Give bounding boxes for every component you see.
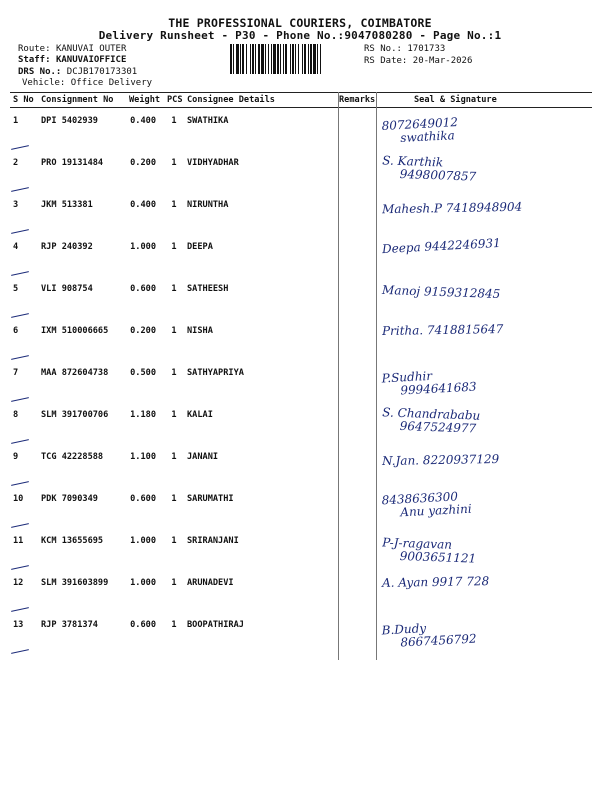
consignment-text: MAA 872604738 (41, 368, 109, 378)
pcs-cell (164, 150, 184, 192)
col-pcs-header: PCS (164, 93, 184, 108)
consignee-cell (184, 486, 336, 528)
handwritten-signature (382, 154, 477, 183)
remarks-cell (336, 192, 374, 234)
route-value: KANUVAI OUTER (55, 44, 127, 54)
sno-text: 11 (13, 536, 24, 546)
table-row (10, 402, 592, 444)
consignee-cell (184, 150, 336, 192)
weight-text: 1.000 (130, 578, 156, 588)
pcs-cell (164, 234, 184, 276)
handwritten-signature (382, 284, 501, 301)
consignee-text: SATHYAPRIYA (187, 368, 244, 378)
signature-cell (374, 486, 592, 528)
col-remarks-header: Remarks (336, 93, 374, 108)
rs-date-value: 20-Mar-2026 (412, 56, 473, 66)
pcs-cell (164, 108, 184, 151)
consignee-cell (184, 108, 336, 151)
consignment-text: IXM 510006665 (41, 326, 109, 336)
sno-text: 13 (13, 620, 24, 630)
weight-cell (126, 108, 164, 151)
signature-cell (374, 612, 592, 654)
rs-no-label: RS No.: (364, 44, 402, 54)
sno-text: 1 (13, 116, 19, 126)
pcs-text: 1 (171, 158, 177, 168)
sno-cell (10, 528, 38, 570)
consignment-cell (38, 402, 126, 444)
vehicle-label: Vehicle: (22, 78, 66, 88)
pcs-cell (164, 486, 184, 528)
consignee-text: SRIRANJANI (187, 536, 239, 546)
remarks-cell (336, 360, 374, 402)
col-weight-header: Weight (126, 93, 164, 108)
col-sno-header: S No (10, 93, 38, 108)
consignee-text: SARUMATHI (187, 494, 234, 504)
route-label: Route: (18, 44, 51, 54)
consignee-text: VIDHYADHAR (187, 158, 239, 168)
sno-cell (10, 108, 38, 151)
pcs-cell (164, 444, 184, 486)
weight-text: 0.200 (130, 326, 156, 336)
remarks-cell (336, 486, 374, 528)
signature-cell (374, 234, 592, 276)
signature-cell (374, 318, 592, 360)
staff-label: Staff: (18, 55, 51, 65)
pcs-text: 1 (171, 578, 177, 588)
consignee-text: SWATHIKA (187, 116, 229, 126)
weight-text: 1.000 (130, 242, 156, 252)
signature-line: S. Chandrababu (382, 405, 481, 423)
handwritten-signature (381, 620, 477, 651)
table-row (10, 360, 592, 402)
table-row (10, 486, 592, 528)
sno-cell (10, 234, 38, 276)
weight-cell (126, 276, 164, 318)
pcs-text: 1 (171, 242, 177, 252)
col-consignee-header: Consignee Details (184, 93, 336, 108)
weight-text: 0.400 (130, 116, 156, 126)
signature-cell (374, 192, 592, 234)
handwritten-signature (382, 237, 501, 256)
weight-cell (126, 444, 164, 486)
consignee-cell (184, 528, 336, 570)
sno-text: 3 (13, 200, 19, 210)
signature-line: Mahesh.P 7418948904 (381, 199, 523, 217)
sno-text: 6 (13, 326, 19, 336)
pcs-cell (164, 612, 184, 654)
sno-text: 4 (13, 242, 19, 252)
pcs-text: 1 (171, 410, 177, 420)
signature-cell (374, 108, 592, 151)
consignee-cell (184, 234, 336, 276)
consignee-cell (184, 570, 336, 612)
pcs-cell (164, 318, 184, 360)
signature-line: P.Sudhir (381, 368, 433, 386)
weight-text: 1.100 (130, 452, 156, 462)
remarks-divider-left (338, 92, 339, 660)
consignment-text: TCG 42228588 (41, 452, 104, 462)
weight-text: 0.600 (130, 284, 156, 294)
signature-line: swathika (399, 128, 456, 146)
remarks-cell (336, 402, 374, 444)
weight-cell (126, 570, 164, 612)
remarks-cell (336, 528, 374, 570)
handwritten-signature (382, 575, 489, 590)
consignee-cell (184, 318, 336, 360)
weight-cell (126, 234, 164, 276)
consignment-cell (38, 234, 126, 276)
handwritten-signature (382, 406, 481, 435)
pcs-text: 1 (171, 620, 177, 630)
weight-text: 1.180 (130, 410, 156, 420)
consignment-text: PRO 19131484 (41, 158, 104, 168)
signature-line: Deepa 9442246931 (381, 235, 502, 257)
consignment-cell (38, 150, 126, 192)
vehicle-value: Office Delivery (70, 78, 153, 88)
sno-cell (10, 402, 38, 444)
pcs-cell (164, 192, 184, 234)
pcs-cell (164, 360, 184, 402)
pcs-text: 1 (171, 326, 177, 336)
consignee-text: NIRUNTHA (187, 200, 229, 210)
sno-cell (10, 486, 38, 528)
sno-cell (10, 444, 38, 486)
consignment-text: SLM 391700706 (41, 410, 109, 420)
consignee-text: DEEPA (187, 242, 213, 252)
staff-line (18, 55, 126, 65)
consignment-cell (38, 192, 126, 234)
sno-text: 7 (13, 368, 19, 378)
barcode-image (230, 44, 358, 74)
pcs-cell (164, 528, 184, 570)
consignee-text: NISHA (187, 326, 213, 336)
weight-cell (126, 318, 164, 360)
rs-no-line (364, 44, 445, 54)
consignment-cell (38, 612, 126, 654)
consignment-cell (38, 444, 126, 486)
weight-text: 0.400 (130, 200, 156, 210)
pcs-cell (164, 570, 184, 612)
table-row (10, 318, 592, 360)
consignment-cell (38, 570, 126, 612)
consignment-text: JKM 513381 (41, 200, 93, 210)
sno-cell (10, 318, 38, 360)
pen-tick-mark (11, 649, 29, 654)
table-header-row (10, 93, 592, 108)
signature-line: N.Jan. 8220937129 (381, 451, 500, 469)
remarks-cell (336, 150, 374, 192)
handwritten-signature (382, 201, 522, 216)
signature-line: 9003651121 (399, 548, 477, 566)
table-row (10, 444, 592, 486)
weight-text: 0.500 (130, 368, 156, 378)
signature-line: 8667456792 (399, 631, 477, 650)
signature-line: 9647524977 (399, 418, 477, 436)
consignee-cell (184, 192, 336, 234)
remarks-cell (336, 108, 374, 151)
consignee-text: SATHEESH (187, 284, 229, 294)
consignee-cell (184, 612, 336, 654)
sno-cell (10, 612, 38, 654)
pcs-text: 1 (171, 116, 177, 126)
signature-cell (374, 360, 592, 402)
company-title: THE PROFESSIONAL COURIERS, COIMBATORE (168, 16, 432, 30)
pcs-text: 1 (171, 452, 177, 462)
consignment-text: RJP 240392 (41, 242, 93, 252)
weight-text: 1.000 (130, 536, 156, 546)
rs-date-line (364, 56, 472, 66)
table-row (10, 528, 592, 570)
col-signature-header: Seal & Signature (374, 93, 592, 108)
signature-cell (374, 276, 592, 318)
rs-date-label: RS Date: (364, 56, 408, 66)
pcs-text: 1 (171, 200, 177, 210)
sno-cell (10, 360, 38, 402)
weight-text: 0.600 (130, 494, 156, 504)
consignment-text: KCM 13655695 (41, 536, 104, 546)
remarks-cell (336, 318, 374, 360)
remarks-cell (336, 612, 374, 654)
table-row (10, 192, 592, 234)
drs-value: DCJB170173301 (66, 67, 138, 77)
pcs-cell (164, 402, 184, 444)
remarks-cell (336, 276, 374, 318)
table-row (10, 108, 592, 151)
signature-line: B.Dudy (381, 621, 427, 638)
signature-cell (374, 150, 592, 192)
signature-line: P-J-ragavan (382, 535, 453, 552)
weight-cell (126, 360, 164, 402)
sno-text: 8 (13, 410, 19, 420)
consignment-cell (38, 486, 126, 528)
table-row (10, 234, 592, 276)
consignment-cell (38, 528, 126, 570)
pcs-text: 1 (171, 494, 177, 504)
rs-no-value: 1701733 (407, 44, 446, 54)
consignee-text: ARUNADEVI (187, 578, 234, 588)
remarks-cell (336, 234, 374, 276)
signature-line: A. Ayan 9917 728 (381, 574, 490, 590)
table-row (10, 612, 592, 654)
signature-line: 8072649012 (381, 115, 459, 133)
consignment-text: VLI 908754 (41, 284, 93, 294)
weight-text: 0.200 (130, 158, 156, 168)
pcs-cell (164, 276, 184, 318)
pcs-text: 1 (171, 284, 177, 294)
handwritten-signature (382, 536, 477, 565)
weight-cell (126, 402, 164, 444)
table-row (10, 276, 592, 318)
signature-line: Manoj 9159312845 (381, 282, 501, 302)
remarks-divider-right (376, 92, 377, 660)
consignment-cell (38, 108, 126, 151)
remarks-cell (336, 570, 374, 612)
signature-cell (374, 402, 592, 444)
pcs-text: 1 (171, 368, 177, 378)
consignment-text: SLM 391603899 (41, 578, 109, 588)
consignment-cell (38, 276, 126, 318)
sno-cell (10, 570, 38, 612)
consignee-cell (184, 444, 336, 486)
consignee-text: KALAI (187, 410, 213, 420)
signature-line: S. Karthik (382, 153, 444, 170)
drs-label: DRS No.: (18, 67, 62, 77)
consignment-text: PDK 7090349 (41, 494, 98, 504)
pcs-text: 1 (171, 536, 177, 546)
consignee-cell (184, 276, 336, 318)
consignee-text: BOOPATHIRAJ (187, 620, 244, 630)
handwritten-signature (381, 490, 472, 521)
handwritten-signature (381, 368, 477, 399)
signature-line: 9994641683 (399, 379, 477, 398)
signature-line: 8438636300 (381, 489, 459, 508)
signature-cell (374, 570, 592, 612)
consignment-cell (38, 360, 126, 402)
route-line (18, 44, 126, 54)
weight-cell (126, 150, 164, 192)
sno-text: 12 (13, 578, 24, 588)
remarks-cell (336, 444, 374, 486)
sno-text: 5 (13, 284, 19, 294)
consignee-text: JANANI (187, 452, 219, 462)
weight-cell (126, 486, 164, 528)
sno-cell (10, 150, 38, 192)
signature-line: 9498007857 (399, 166, 477, 184)
signature-line: Pritha. 7418815647 (381, 321, 504, 339)
runsheet-table (10, 92, 592, 654)
handwritten-signature (381, 116, 459, 146)
drs-line (18, 67, 137, 77)
consignee-cell (184, 360, 336, 402)
sno-cell (10, 192, 38, 234)
staff-value: KANUVAIOFFICE (55, 55, 127, 65)
consignment-text: DPI 5402939 (41, 116, 98, 126)
vehicle-line (22, 78, 152, 88)
consignment-cell (38, 318, 126, 360)
table-row (10, 150, 592, 192)
consignee-cell (184, 402, 336, 444)
handwritten-signature (382, 453, 499, 468)
handwritten-signature (382, 323, 504, 338)
sno-cell (10, 276, 38, 318)
weight-cell (126, 528, 164, 570)
weight-cell (126, 192, 164, 234)
signature-cell (374, 444, 592, 486)
consignment-text: RJP 3781374 (41, 620, 98, 630)
sno-text: 9 (13, 452, 19, 462)
signature-cell (374, 528, 592, 570)
col-consignment-header: Consignment No (38, 93, 126, 108)
signature-line: Anu yazhini (399, 501, 472, 520)
sno-text: 10 (13, 494, 24, 504)
runsheet-title: Delivery Runsheet - P30 - Phone No.:9047080280 - Page No.:1 (98, 29, 502, 42)
sno-text: 2 (13, 158, 19, 168)
table-row (10, 570, 592, 612)
weight-text: 0.600 (130, 620, 156, 630)
weight-cell (126, 612, 164, 654)
